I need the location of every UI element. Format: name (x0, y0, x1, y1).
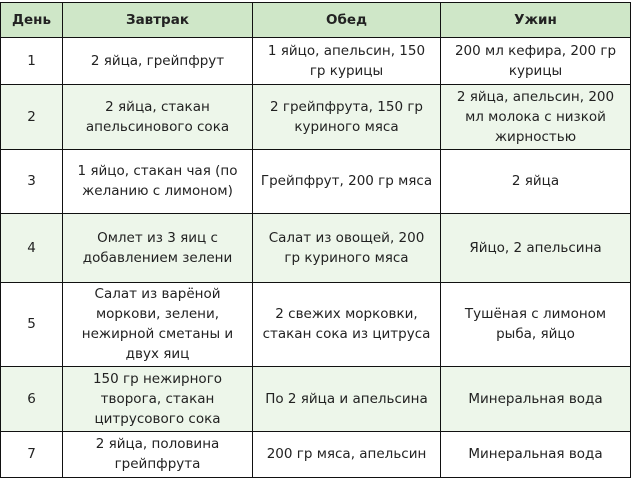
cell-dinner: 2 яйца (441, 149, 631, 213)
header-breakfast: Завтрак (63, 3, 253, 38)
cell-breakfast: 2 яйца, половина грейпфрута (63, 431, 253, 477)
table-row (1, 431, 631, 477)
cell-dinner: Яйцо, 2 апельсина (441, 213, 631, 282)
cell-day: 3 (1, 149, 63, 213)
header-day: День (1, 3, 63, 38)
cell-day: 2 (1, 85, 63, 149)
cell-dinner: Минеральная вода (441, 367, 631, 431)
cell-lunch: 2 свежих морковки, стакан сока из цитруса (253, 282, 441, 367)
table-row (1, 85, 631, 149)
table-row (1, 38, 631, 85)
table-row (1, 149, 631, 213)
cell-lunch: 2 грейпфрута, 150 гр куриного мяса (253, 85, 441, 149)
cell-breakfast: 1 яйцо, стакан чая (по желанию с лимоном) (63, 149, 253, 213)
meal-plan-table (0, 2, 631, 478)
cell-breakfast: 150 гр нежирного творога, стакан цитрусового сока (63, 367, 253, 431)
table-row (1, 282, 631, 367)
cell-breakfast: 2 яйца, грейпфрут (63, 38, 253, 85)
table-header-row (1, 3, 631, 38)
cell-lunch: По 2 яйца и апельсина (253, 367, 441, 431)
cell-day: 5 (1, 282, 63, 367)
header-lunch: Обед (253, 3, 441, 38)
cell-breakfast: Омлет из 3 яиц с добавлением зелени (63, 213, 253, 282)
table-row (1, 367, 631, 431)
cell-breakfast: Салат из варёной моркови, зелени, нежирной сметаны и двух яиц (63, 282, 253, 367)
cell-day: 6 (1, 367, 63, 431)
cell-breakfast: 2 яйца, стакан апельсинового сока (63, 85, 253, 149)
header-dinner: Ужин (441, 3, 631, 38)
table-row (1, 213, 631, 282)
cell-day: 4 (1, 213, 63, 282)
cell-day: 7 (1, 431, 63, 477)
cell-lunch: 200 гр мяса, апельсин (253, 431, 441, 477)
cell-lunch: 1 яйцо, апельсин, 150 гр курицы (253, 38, 441, 85)
cell-day: 1 (1, 38, 63, 85)
cell-dinner: 2 яйца, апельсин, 200 мл молока с низкой жирностью (441, 85, 631, 149)
cell-dinner: Тушёная с лимоном рыба, яйцо (441, 282, 631, 367)
cell-lunch: Грейпфрут, 200 гр мяса (253, 149, 441, 213)
cell-dinner: 200 мл кефира, 200 гр курицы (441, 38, 631, 85)
cell-dinner: Минеральная вода (441, 431, 631, 477)
cell-lunch: Салат из овощей, 200 гр куриного мяса (253, 213, 441, 282)
